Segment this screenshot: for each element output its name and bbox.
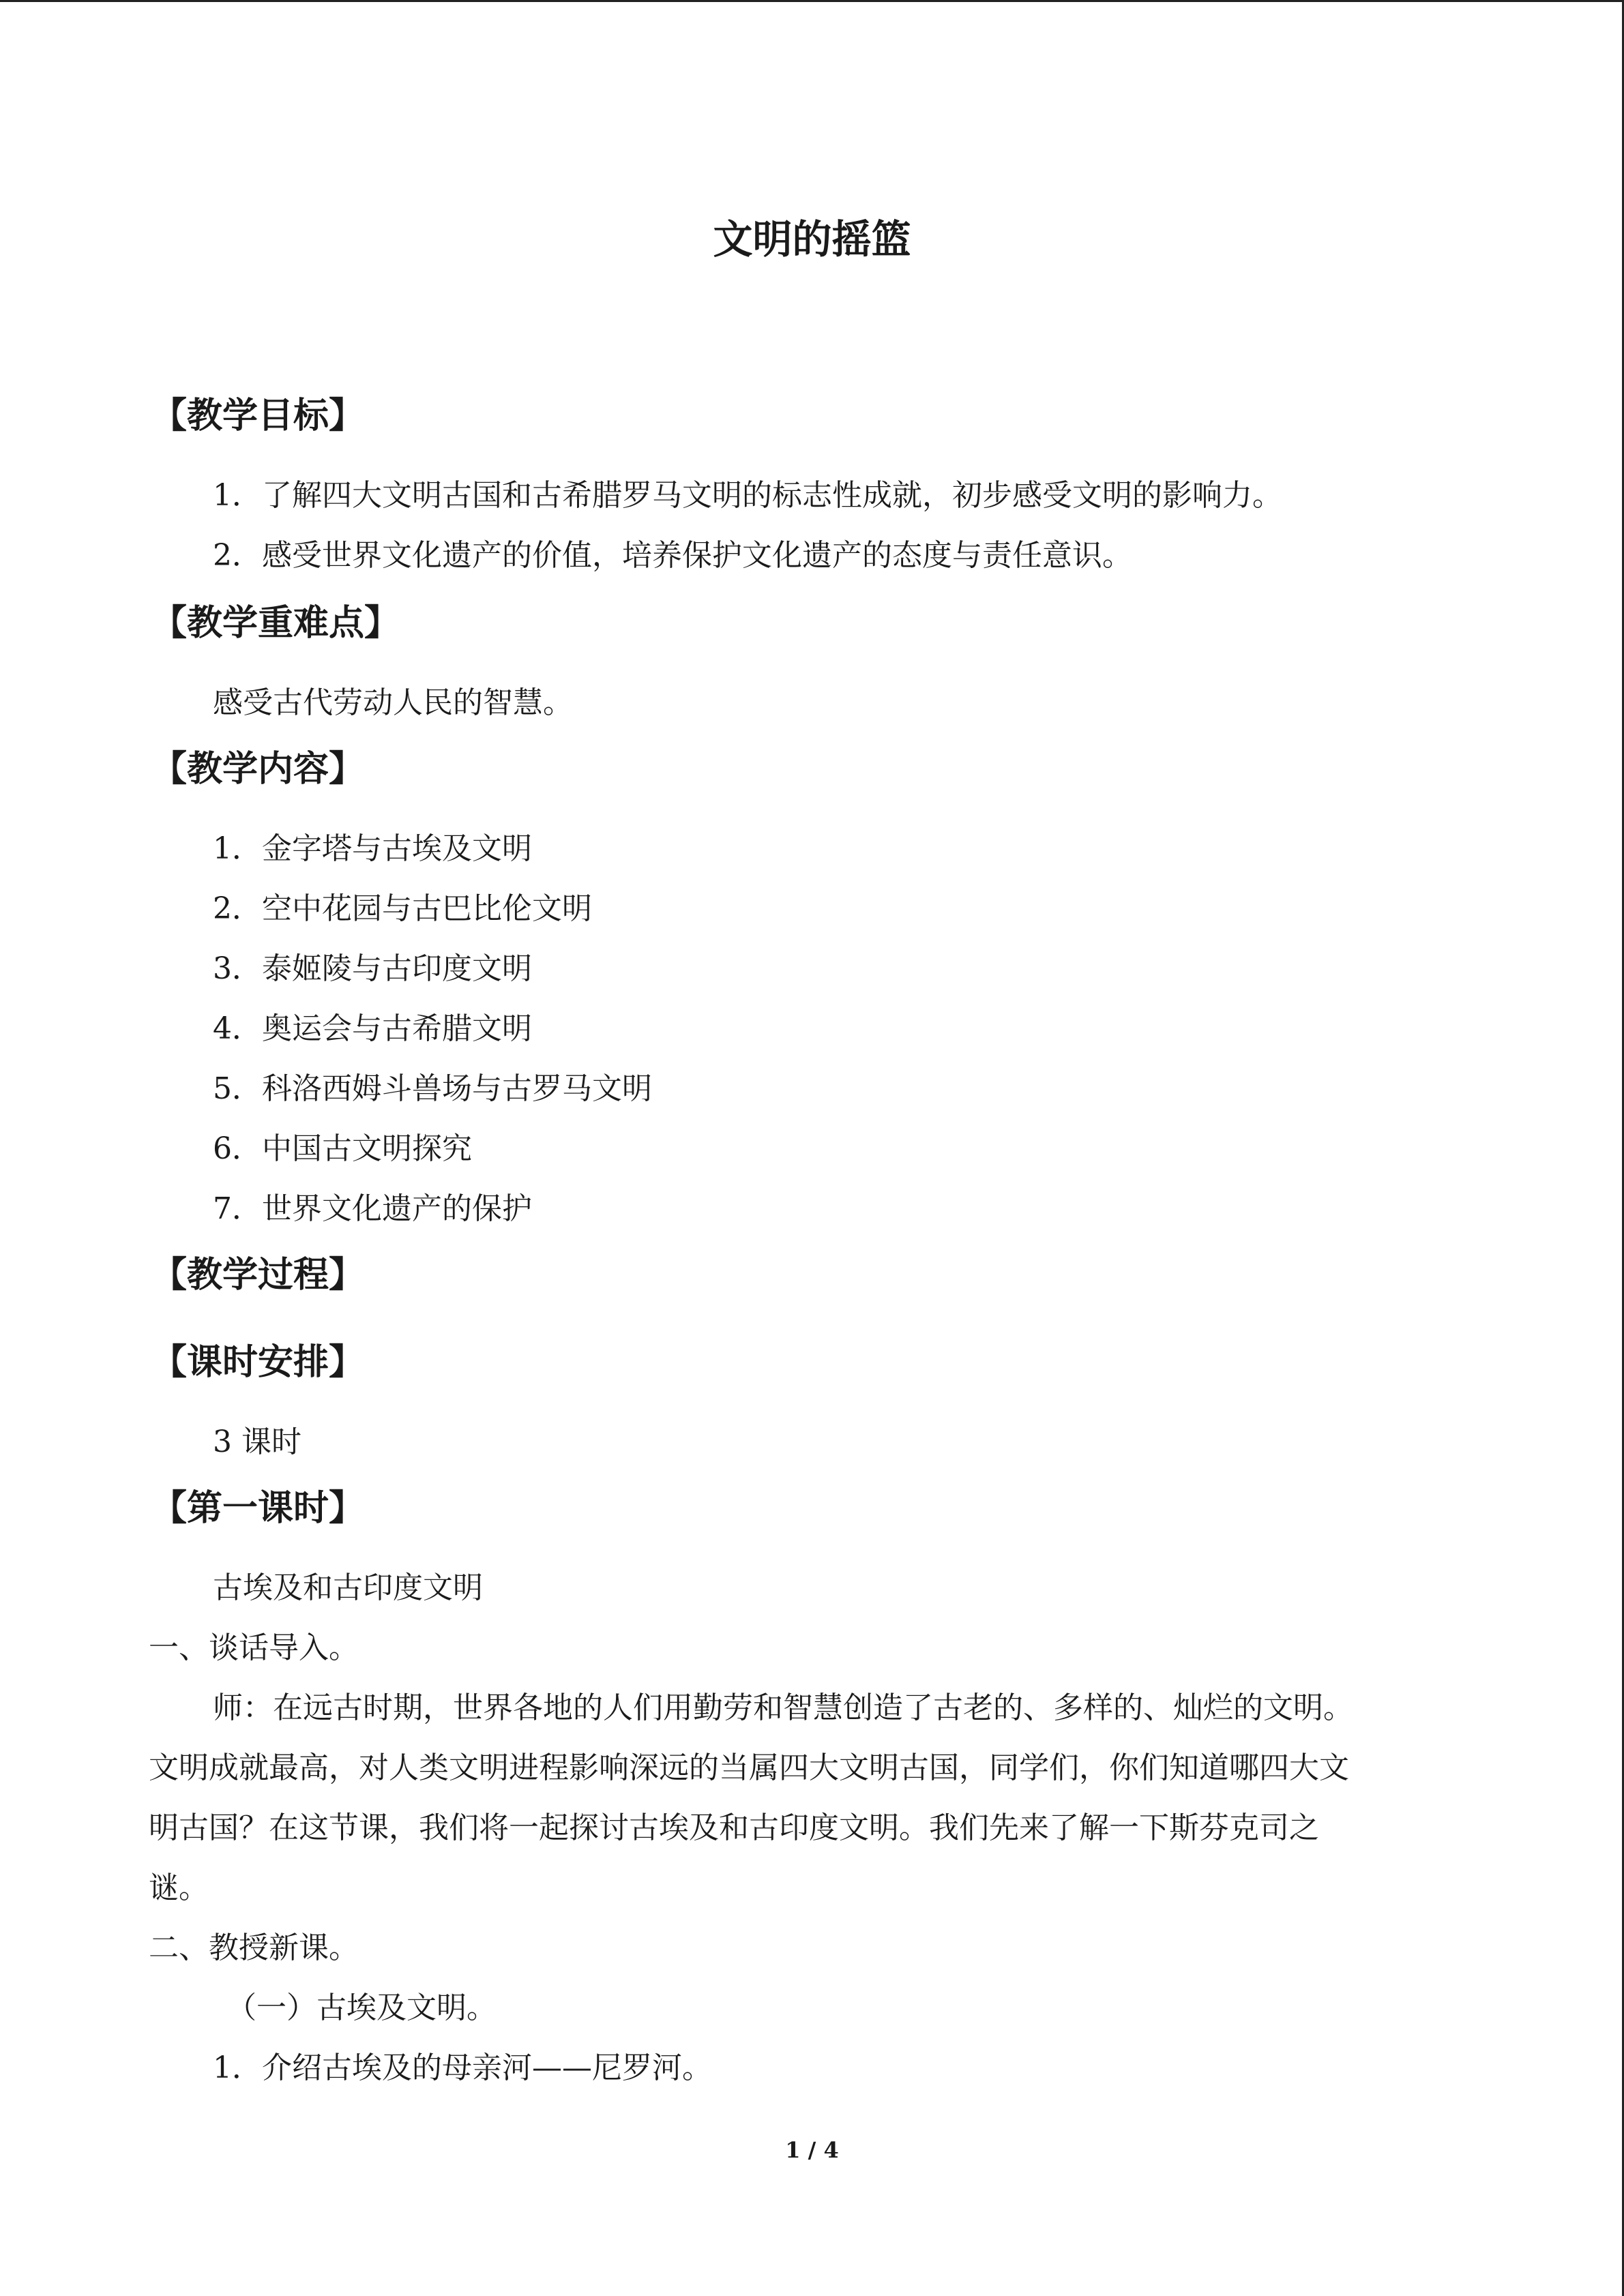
lesson1-point1: 1．介绍古埃及的母亲河——尼罗河。 [213,2051,712,2085]
content-item: 1．金字塔与古埃及文明 [213,831,532,866]
objectives-heading: 【教学目标】 [151,395,365,436]
content-item: 2．空中花园与古巴比伦文明 [213,891,592,926]
page-number: 1 / 4 [785,2137,839,2163]
key-points-heading: 【教学重难点】 [151,602,400,644]
lesson1-paragraph-line: 师：在远古时期，世界各地的人们用勤劳和智慧创造了古老的、多样的、灿烂的文明。 [213,1690,1353,1725]
content-item: 3．泰姬陵与古印度文明 [213,951,532,986]
process-heading: 【教学过程】 [151,1254,365,1296]
lesson1-part1: 一、谈话导入。 [149,1630,359,1665]
content-item: 7．世界文化遗产的保护 [213,1191,532,1226]
content-item: 5．科洛西姆斗兽场与古罗马文明 [213,1071,652,1106]
content-item: 6．中国古文明探究 [213,1131,472,1166]
lesson1-heading: 【第一课时】 [151,1487,365,1529]
key-points-text: 感受古代劳动人民的智慧。 [213,685,573,720]
document-title: 文明的摇篮 [713,216,911,263]
objective-item: 1．了解四大文明古国和古希腊罗马文明的标志性成就，初步感受文明的影响力。 [213,478,1282,513]
lesson1-paragraph-line: 明古国？在这节课，我们将一起探讨古埃及和古印度文明。我们先来了解一下斯芬克司之 [149,1810,1319,1845]
content-item: 4．奥运会与古希腊文明 [213,1011,532,1046]
lesson1-subtitle: 古埃及和古印度文明 [213,1570,483,1605]
content-heading: 【教学内容】 [151,748,365,790]
lesson1-sub1: （一）古埃及文明。 [226,1991,497,2025]
lesson1-paragraph-line: 文明成就最高，对人类文明进程影响深远的当属四大文明古国，同学们，你们知道哪四大文 [149,1750,1349,1785]
schedule-heading: 【课时安排】 [151,1341,365,1383]
schedule-text: 3 课时 [213,1425,301,1459]
objective-item: 2．感受世界文化遗产的价值，培养保护文化遗产的态度与责任意识。 [213,538,1132,573]
lesson1-part2: 二、教授新课。 [149,1930,359,1965]
lesson1-paragraph-line: 谜。 [149,1870,209,1905]
